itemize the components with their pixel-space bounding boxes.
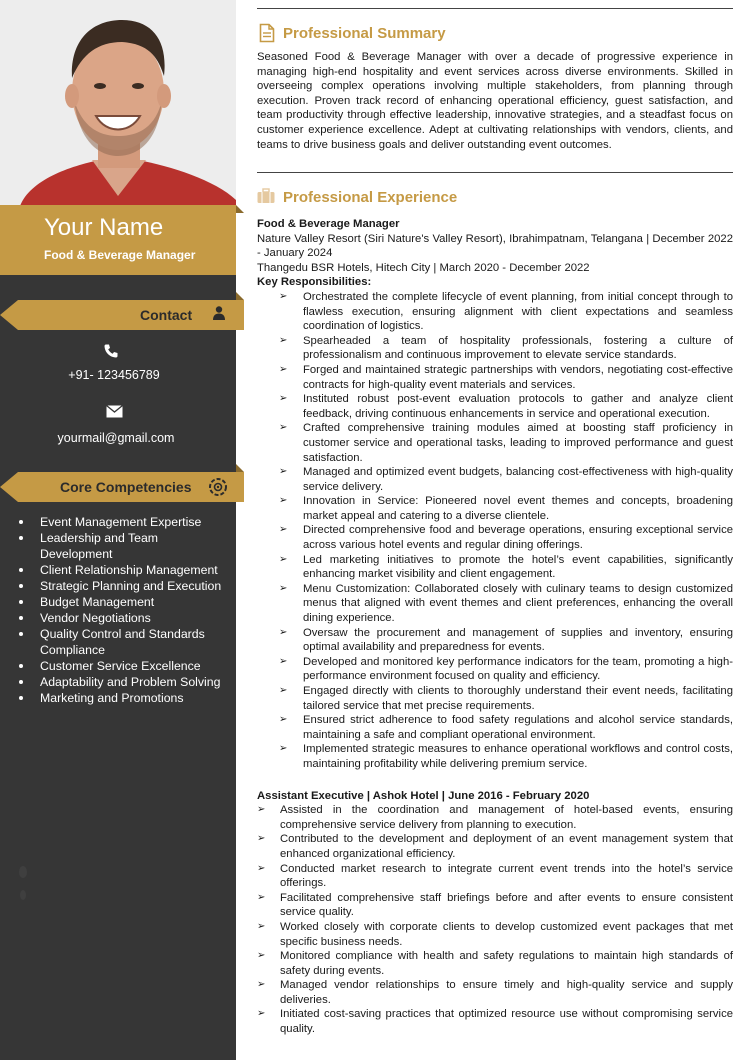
- competency-item: Adaptability and Problem Solving: [0, 674, 236, 690]
- job1-bullet: ➢ Implemented strategic measures to enhance operational workflows and control costs, maintaining profitability while delivering premium service.: [257, 742, 733, 771]
- job1-bullet: ➢ Orchestrated the complete lifecycle of event planning, from initial concept through to flawless execution, ensuring alignment with client expectations and seamless coordination of logistics.: [257, 290, 733, 334]
- competencies-heading: Core Competencies: [60, 479, 192, 495]
- profile-photo: [0, 0, 236, 206]
- job1-bullet: ➢ Innovation in Service: Pioneered novel event themes and concepts, broadening market appeal and catering to a diverse clientele.: [257, 494, 733, 523]
- competency-item: Marketing and Promotions: [0, 690, 236, 706]
- phone-icon: [103, 343, 119, 364]
- job1-bullet: ➢ Crafted comprehensive training modules aimed at boosting staff proficiency in customer service and operational tasks, leading to improved performance and guest satisfaction.: [257, 421, 733, 465]
- experience-body: [257, 217, 733, 1037]
- job1-bullet: ➢ Forged and maintained strategic partnerships with vendors, negotiating cost-effective contracts for high-quality event materials and services.: [257, 363, 733, 392]
- document-icon: [259, 23, 275, 48]
- job1-employer-line: Thangedu BSR Hotels, Hitech City | March 2020 - December 2022: [257, 261, 590, 274]
- section-divider: [257, 172, 733, 173]
- job2-bullet: ➢ Managed vendor relationships to ensure timely and high-quality service and supply deliveries.: [257, 978, 733, 1007]
- job2-title: Assistant Executive | Ashok Hotel | June 2016 - February 2020: [257, 789, 590, 802]
- job1-bullet: ➢ Engaged directly with clients to thoroughly understand their event needs, facilitating tailored service that met precise requirements.: [257, 684, 733, 713]
- job1-bullet: ➢ Ensured strict adherence to food safety regulations and alcohol service standards, maintaining a safe and compliant operational environment.: [257, 713, 733, 742]
- job2-bullets: [257, 803, 733, 1037]
- person-icon: [211, 305, 227, 326]
- contact-phone[interactable]: +91- 123456789: [68, 368, 160, 382]
- job1-title: Food & Beverage Manager: [257, 218, 400, 230]
- contact-heading: Contact: [140, 307, 193, 323]
- competency-item: Vendor Negotiations: [0, 610, 236, 626]
- summary-heading: Professional Summary: [283, 25, 446, 42]
- job1-bullet: ➢ Led marketing initiatives to promote the hotel’s event capabilities, significantly enhancing market visibility and client engagement.: [257, 553, 733, 582]
- competency-item: Quality Control and Standards Compliance: [0, 626, 236, 658]
- job1-employer-line: Nature Valley Resort (Siri Nature's Valley Resort), Ibrahimpatnam, Telangana | December 2022 - January 2024: [257, 232, 733, 260]
- envelope-icon: [106, 405, 123, 423]
- contact-heading-ribbon: [18, 300, 244, 330]
- decorative-dot: [19, 866, 27, 878]
- job1-bullets: [257, 290, 733, 772]
- candidate-name: Your Name: [44, 214, 164, 241]
- job2-bullet: ➢ Assisted in the coordination and management of hotel-based events, ensuring comprehensive service delivery from planning to execution.: [257, 803, 733, 832]
- ribbon-fold: [236, 205, 244, 213]
- job2-bullet: ➢ Worked closely with corporate clients to develop customized event packages that met specific business needs.: [257, 920, 733, 949]
- competency-item: Leadership and Team Development: [0, 530, 236, 562]
- competency-item: Event Management Expertise: [0, 514, 236, 530]
- job1-bullet: ➢ Directed comprehensive food and beverage operations, ensuring exceptional service across various hotel events and regular dining offerings.: [257, 523, 733, 552]
- job1-bullet: ➢ Instituted robust post-event evaluation protocols to gather and analyze client feedback, driving continuous enhancements in service and operational execution.: [257, 392, 733, 421]
- top-divider: [257, 8, 733, 9]
- competencies-list: [0, 514, 236, 706]
- contact-email[interactable]: yourmail@gmail.com: [57, 431, 175, 445]
- competency-item: Client Relationship Management: [0, 562, 236, 578]
- job2-bullet: ➢ Initiated cost-saving practices that optimized resource use without compromising service quality.: [257, 1007, 733, 1036]
- sidebar: [0, 0, 236, 1060]
- job1-responsibilities-label: Key Responsibilities:: [257, 276, 372, 289]
- job2-bullet: ➢ Contributed to the development and deployment of an event management system that enhanced organizational efficiency.: [257, 832, 733, 861]
- competency-item: Strategic Planning and Execution: [0, 578, 236, 594]
- candidate-role: Food & Beverage Manager: [44, 248, 196, 262]
- competency-item: Customer Service Excellence: [0, 658, 236, 674]
- summary-text: Seasoned Food & Beverage Manager with over a decade of progressive experience in managing high-end hospitality and event services across diverse environments. Skilled in overseeing complex operations involving multiple stakeholders, from planning through execution. Proven track record of enhancing operational efficiency, guest satisfaction, and team productivity through effective leadership, innovative strategies, and a steadfast focus on customer experience excellence. Adept at cultivating relationships with vendors, clients, and teams to drive business goals and deliver outstanding event outcomes.: [257, 51, 733, 151]
- briefcase-icon: [257, 188, 275, 209]
- job1-bullet: ➢ Spearheaded a team of hospitality professionals, fostering a culture of professionalism and continuous improvement to elevate service standards.: [257, 334, 733, 363]
- job1-bullet: ➢ Developed and monitored key performance indicators for the team, promoting a high-performance environment focused on quality and efficiency.: [257, 655, 733, 684]
- decorative-dot: [20, 890, 26, 900]
- job1-bullet: ➢ Managed and optimized event budgets, balancing cost-effectiveness with high-quality service delivery.: [257, 465, 733, 494]
- competencies-heading-ribbon: [18, 472, 244, 502]
- experience-heading: Professional Experience: [283, 189, 458, 206]
- gear-target-icon: [207, 476, 229, 503]
- job2-bullet: ➢ Monitored compliance with health and safety regulations to maintain high standards of safety during events.: [257, 949, 733, 978]
- job2-bullet: ➢ Facilitated comprehensive staff briefings before and after events to ensure consistent service quality.: [257, 891, 733, 920]
- name-band: [0, 205, 236, 275]
- job2-bullet: ➢ Conducted market research to integrate current event trends into the hotel’s service offerings.: [257, 862, 733, 891]
- job1-bullet: ➢ Oversaw the procurement and management of supplies and inventory, ensuring optimal availability and preparedness for events.: [257, 626, 733, 655]
- competency-item: Budget Management: [0, 594, 236, 610]
- job1-bullet: ➢ Menu Customization: Collaborated closely with culinary teams to design customized menus that aligned with event themes and client preferences, enhancing the overall dining experience.: [257, 582, 733, 626]
